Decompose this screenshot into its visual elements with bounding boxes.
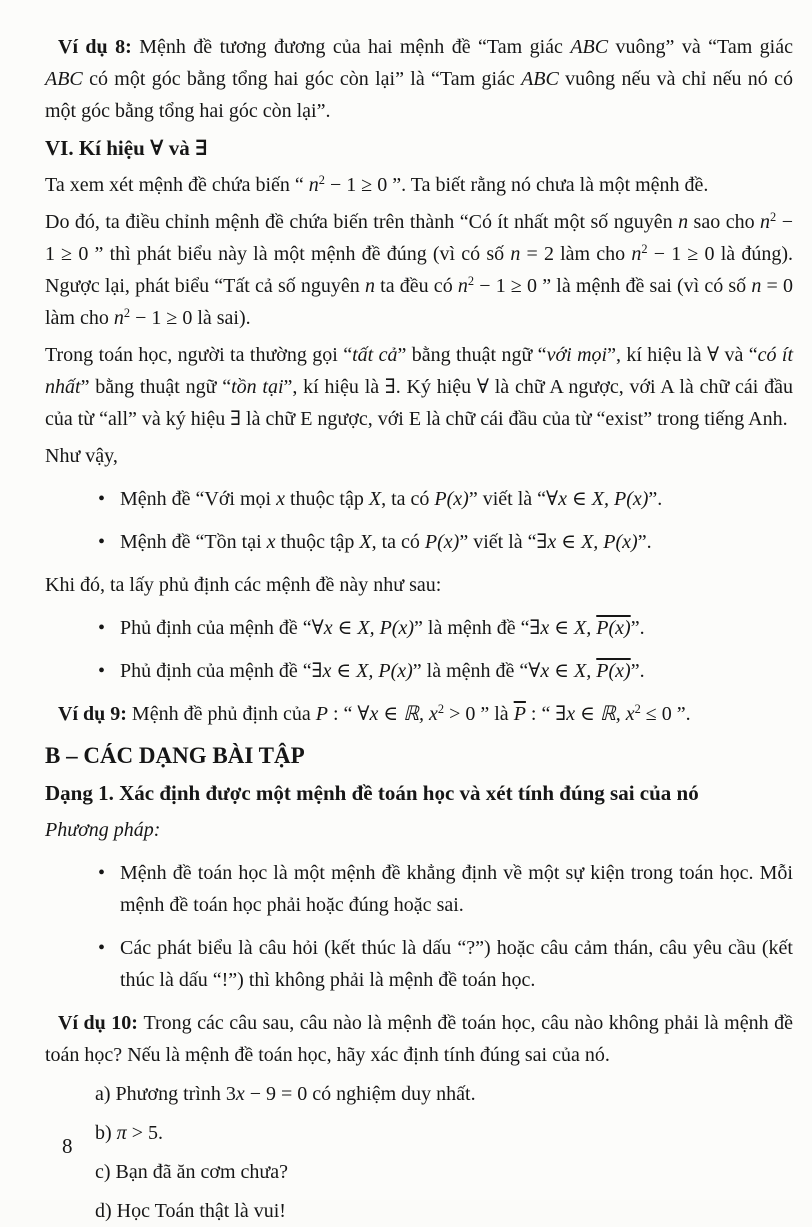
text-segment: 2 bbox=[318, 173, 325, 188]
paragraph-vi-du-10 bbox=[45, 1007, 793, 1071]
text-segment: Phủ định của mệnh đề “ bbox=[120, 617, 312, 639]
text-segment: Ví dụ 10: bbox=[58, 1012, 144, 1034]
text-segment: 2 bbox=[634, 702, 641, 717]
text-segment: ” viết là “ bbox=[468, 488, 547, 510]
heading-dang-1 bbox=[45, 777, 793, 809]
text-segment: P(x) bbox=[424, 531, 460, 553]
text-segment: 2 bbox=[641, 242, 648, 257]
text-segment: X bbox=[368, 488, 382, 510]
text-segment: ∀x ∈ ℝ, x bbox=[357, 703, 438, 725]
text-segment: ≤ 0 ”. bbox=[640, 703, 691, 725]
text-segment: Mệnh đề toán học là một mệnh đề khẳng định về một sự kiện trong toán học. Mỗi mệnh đề toán học phải hoặc đúng hoặc sai. bbox=[120, 862, 793, 916]
text-segment: tồn tại bbox=[231, 376, 284, 398]
text-segment: ABC bbox=[570, 36, 609, 58]
text-segment: b) bbox=[95, 1122, 117, 1144]
text-segment: ” bằng thuật ngữ “ bbox=[80, 376, 232, 398]
text-segment: − 1 ≥ 0 là đúng). Ngược lại, phát biểu “Tất cả số nguyên bbox=[45, 243, 793, 297]
bullet-icon: • bbox=[98, 862, 106, 884]
text-segment: c) Bạn đã ăn cơm chưa? bbox=[95, 1161, 288, 1183]
bullet-voi-moi bbox=[45, 483, 793, 515]
text-segment: ta đều có bbox=[374, 275, 458, 297]
heading-cac-dang-bai-tap bbox=[45, 740, 793, 772]
text-segment: − 1 ≥ 0 ” là mệnh đề sai (vì có số bbox=[474, 275, 752, 297]
label-phuong-phap bbox=[45, 814, 793, 846]
text-segment: Khi đó, ta lấy phủ định các mệnh đề này như sau: bbox=[45, 574, 442, 596]
text-segment: a) Phương trình 3 bbox=[95, 1083, 236, 1105]
text-segment: n bbox=[751, 275, 762, 297]
text-segment: n bbox=[308, 174, 319, 196]
text-segment: Trong toán học, người ta thường gọi “ bbox=[45, 344, 353, 366]
paragraph-ta-xem-xet bbox=[45, 169, 793, 201]
bullet-phu-dinh-ton-tai bbox=[45, 655, 793, 687]
text-segment: với mọi bbox=[546, 344, 608, 366]
paragraph-vi-du-9 bbox=[45, 698, 793, 730]
text-segment: − 1 ≥ 0 là sai). bbox=[130, 307, 251, 329]
text-segment: Mệnh đề “Với mọi bbox=[120, 488, 277, 510]
text-segment: ” bằng thuật ngữ “ bbox=[397, 344, 547, 366]
text-segment: − 1 ≥ 0 ”. Ta biết rằng nó chưa là một mệnh đề. bbox=[324, 174, 709, 196]
item-a bbox=[45, 1078, 793, 1110]
page-number: 8 bbox=[62, 1134, 73, 1158]
text-segment: ABC bbox=[45, 68, 83, 90]
text-segment: x bbox=[276, 488, 285, 510]
text-segment: Trong các câu sau, câu nào là mệnh đề toán học, câu nào không phải là mệnh đề toán học? Nếu là mệnh đề toán học, hãy xác định tính đúng sai của nó. bbox=[45, 1012, 794, 1066]
text-segment: 2 bbox=[437, 702, 445, 717]
text-segment: thuộc tập bbox=[285, 488, 369, 510]
text-segment: ”, kí hiệu là ∀ và “ bbox=[607, 344, 758, 366]
text-segment: ∀x ∈ X, P(x) bbox=[546, 488, 649, 510]
text-segment: Phủ định của mệnh đề “ bbox=[120, 660, 312, 682]
paragraph-khi-do bbox=[45, 569, 793, 601]
text-segment: vuông nếu và chỉ nếu nó có một góc bằng tổng hai góc còn lại”. bbox=[45, 68, 793, 122]
text-segment: 2 bbox=[770, 210, 777, 225]
paragraph-do-do bbox=[45, 206, 793, 334]
text-segment: ∀x ∈ X, P(x) bbox=[311, 617, 415, 639]
text-segment: Ví dụ 8: bbox=[58, 36, 140, 58]
text-segment: Mệnh đề tương đương của hai mệnh đề “Tam giác bbox=[139, 36, 571, 58]
page-content bbox=[45, 31, 793, 1227]
text-segment: P(x) bbox=[596, 617, 631, 639]
text-segment: = 0 làm cho bbox=[45, 275, 793, 329]
text-segment: , ta có bbox=[381, 488, 435, 510]
text-segment: vuông” và “Tam giác bbox=[608, 36, 793, 58]
text-segment: : “ bbox=[327, 703, 358, 725]
item-c bbox=[45, 1156, 793, 1188]
text-segment: 2 bbox=[467, 274, 475, 289]
text-segment: n bbox=[510, 243, 521, 265]
text-segment: ∃x ∈ X, P(x) bbox=[536, 531, 638, 553]
text-segment: n bbox=[760, 211, 771, 233]
text-segment: ”. bbox=[630, 617, 645, 639]
text-segment: x bbox=[235, 1083, 245, 1105]
text-segment: Do đó, ta điều chỉnh mệnh đề chứa biến trên thành “Có ít nhất một số nguyên bbox=[45, 211, 679, 233]
text-segment: n bbox=[457, 275, 468, 297]
item-d bbox=[45, 1195, 793, 1227]
text-segment: P(x) bbox=[596, 660, 631, 682]
text-segment: ”, kí hiệu là ∃. Ký hiệu ∀ là chữ A ngược, với A là chữ cái đầu của từ “all” và ký hiệu ∃ là chữ E ngược, với E là chữ cái đầu của từ “exist” trong tiếng Anh. bbox=[45, 376, 794, 430]
text-segment: ”. bbox=[648, 488, 663, 510]
bullet-icon: • bbox=[98, 531, 106, 553]
text-segment: ∃x ∈ ℝ, x bbox=[555, 703, 635, 725]
text-segment: sao cho bbox=[688, 211, 761, 233]
text-segment: $\overline{P}$ bbox=[513, 703, 526, 725]
text-segment: tất cả bbox=[352, 344, 398, 366]
text-segment: VI. Kí hiệu ∀ và ∃ bbox=[45, 136, 208, 160]
text-segment: , ta có bbox=[371, 531, 425, 553]
bullet-ton-tai bbox=[45, 526, 793, 558]
text-segment: n bbox=[113, 307, 124, 329]
item-b bbox=[45, 1117, 793, 1149]
text-segment: > 0 ” là bbox=[444, 703, 514, 725]
text-segment: Mệnh đề “Tồn tại bbox=[120, 531, 267, 553]
text-segment: Ví dụ 9: bbox=[58, 703, 132, 725]
text-segment: = 2 làm cho bbox=[520, 243, 632, 265]
text-segment: ”. bbox=[630, 660, 645, 682]
text-segment: P bbox=[315, 703, 328, 725]
text-segment: ” là mệnh đề “ bbox=[412, 660, 529, 682]
text-segment: thuộc tập bbox=[275, 531, 360, 553]
text-segment: − 9 = 0 có nghiệm duy nhất. bbox=[244, 1083, 476, 1105]
text-segment: ” viết là “ bbox=[459, 531, 537, 553]
text-segment: Các phát biểu là câu hỏi (kết thúc là dấu “?”) hoặc câu cảm thán, câu yêu cầu (kết thúc là dấu “!”) thì không phải là mệnh đề toán học. bbox=[120, 937, 793, 991]
text-segment: ” là mệnh đề “ bbox=[414, 617, 530, 639]
bullet-icon: • bbox=[98, 660, 106, 682]
text-segment: X bbox=[359, 531, 372, 553]
text-segment: ∀x ∈ X, bbox=[528, 660, 597, 682]
bullet-phu-dinh-voi-moi bbox=[45, 612, 793, 644]
text-segment: Ta xem xét mệnh đề chứa biến “ bbox=[45, 174, 309, 196]
text-segment: x bbox=[266, 531, 276, 553]
text-segment: ”. bbox=[637, 531, 652, 553]
heading-vi-ki-hieu bbox=[45, 132, 793, 164]
text-segment: Dạng 1. Xác định được một mệnh đề toán học và xét tính đúng sai của nó bbox=[45, 781, 699, 805]
paragraph-trong-toan-hoc bbox=[45, 339, 793, 435]
text-segment: > 5. bbox=[126, 1122, 163, 1144]
text-segment: có một góc bằng tổng hai góc còn lại” là “Tam giác bbox=[82, 68, 522, 90]
paragraph-vi-du-8 bbox=[45, 31, 793, 127]
bullet-icon: • bbox=[98, 617, 106, 639]
paragraph-nhu-vay bbox=[45, 440, 793, 472]
text-segment: B – CÁC DẠNG BÀI TẬP bbox=[45, 743, 305, 768]
text-segment: ∃x ∈ X, bbox=[529, 617, 597, 639]
text-segment: n bbox=[631, 243, 642, 265]
text-segment: P(x) bbox=[434, 488, 469, 510]
text-segment: − 1 ≥ 0 ” thì phát biểu này là một mệnh đề đúng (vì có số bbox=[45, 211, 793, 265]
bullet-menh-de-toan-hoc bbox=[45, 857, 793, 921]
text-segment: n bbox=[678, 211, 689, 233]
bullet-icon: • bbox=[98, 488, 106, 510]
text-segment: n bbox=[364, 275, 375, 297]
text-segment: d) Học Toán thật là vui! bbox=[95, 1200, 286, 1222]
text-segment: π bbox=[116, 1122, 127, 1144]
text-segment: ∃x ∈ X, P(x) bbox=[311, 660, 413, 682]
text-segment: ABC bbox=[521, 68, 559, 90]
bullet-icon: • bbox=[98, 937, 106, 959]
text-segment: Mệnh đề phủ định của bbox=[131, 703, 316, 725]
text-segment: Như vậy, bbox=[45, 445, 118, 467]
text-segment: có ít nhất bbox=[45, 344, 793, 398]
text-segment: 2 bbox=[123, 306, 131, 321]
text-segment: Phương pháp: bbox=[45, 819, 161, 841]
bullet-cac-phat-bieu bbox=[45, 932, 793, 996]
text-segment: : “ bbox=[525, 703, 556, 725]
